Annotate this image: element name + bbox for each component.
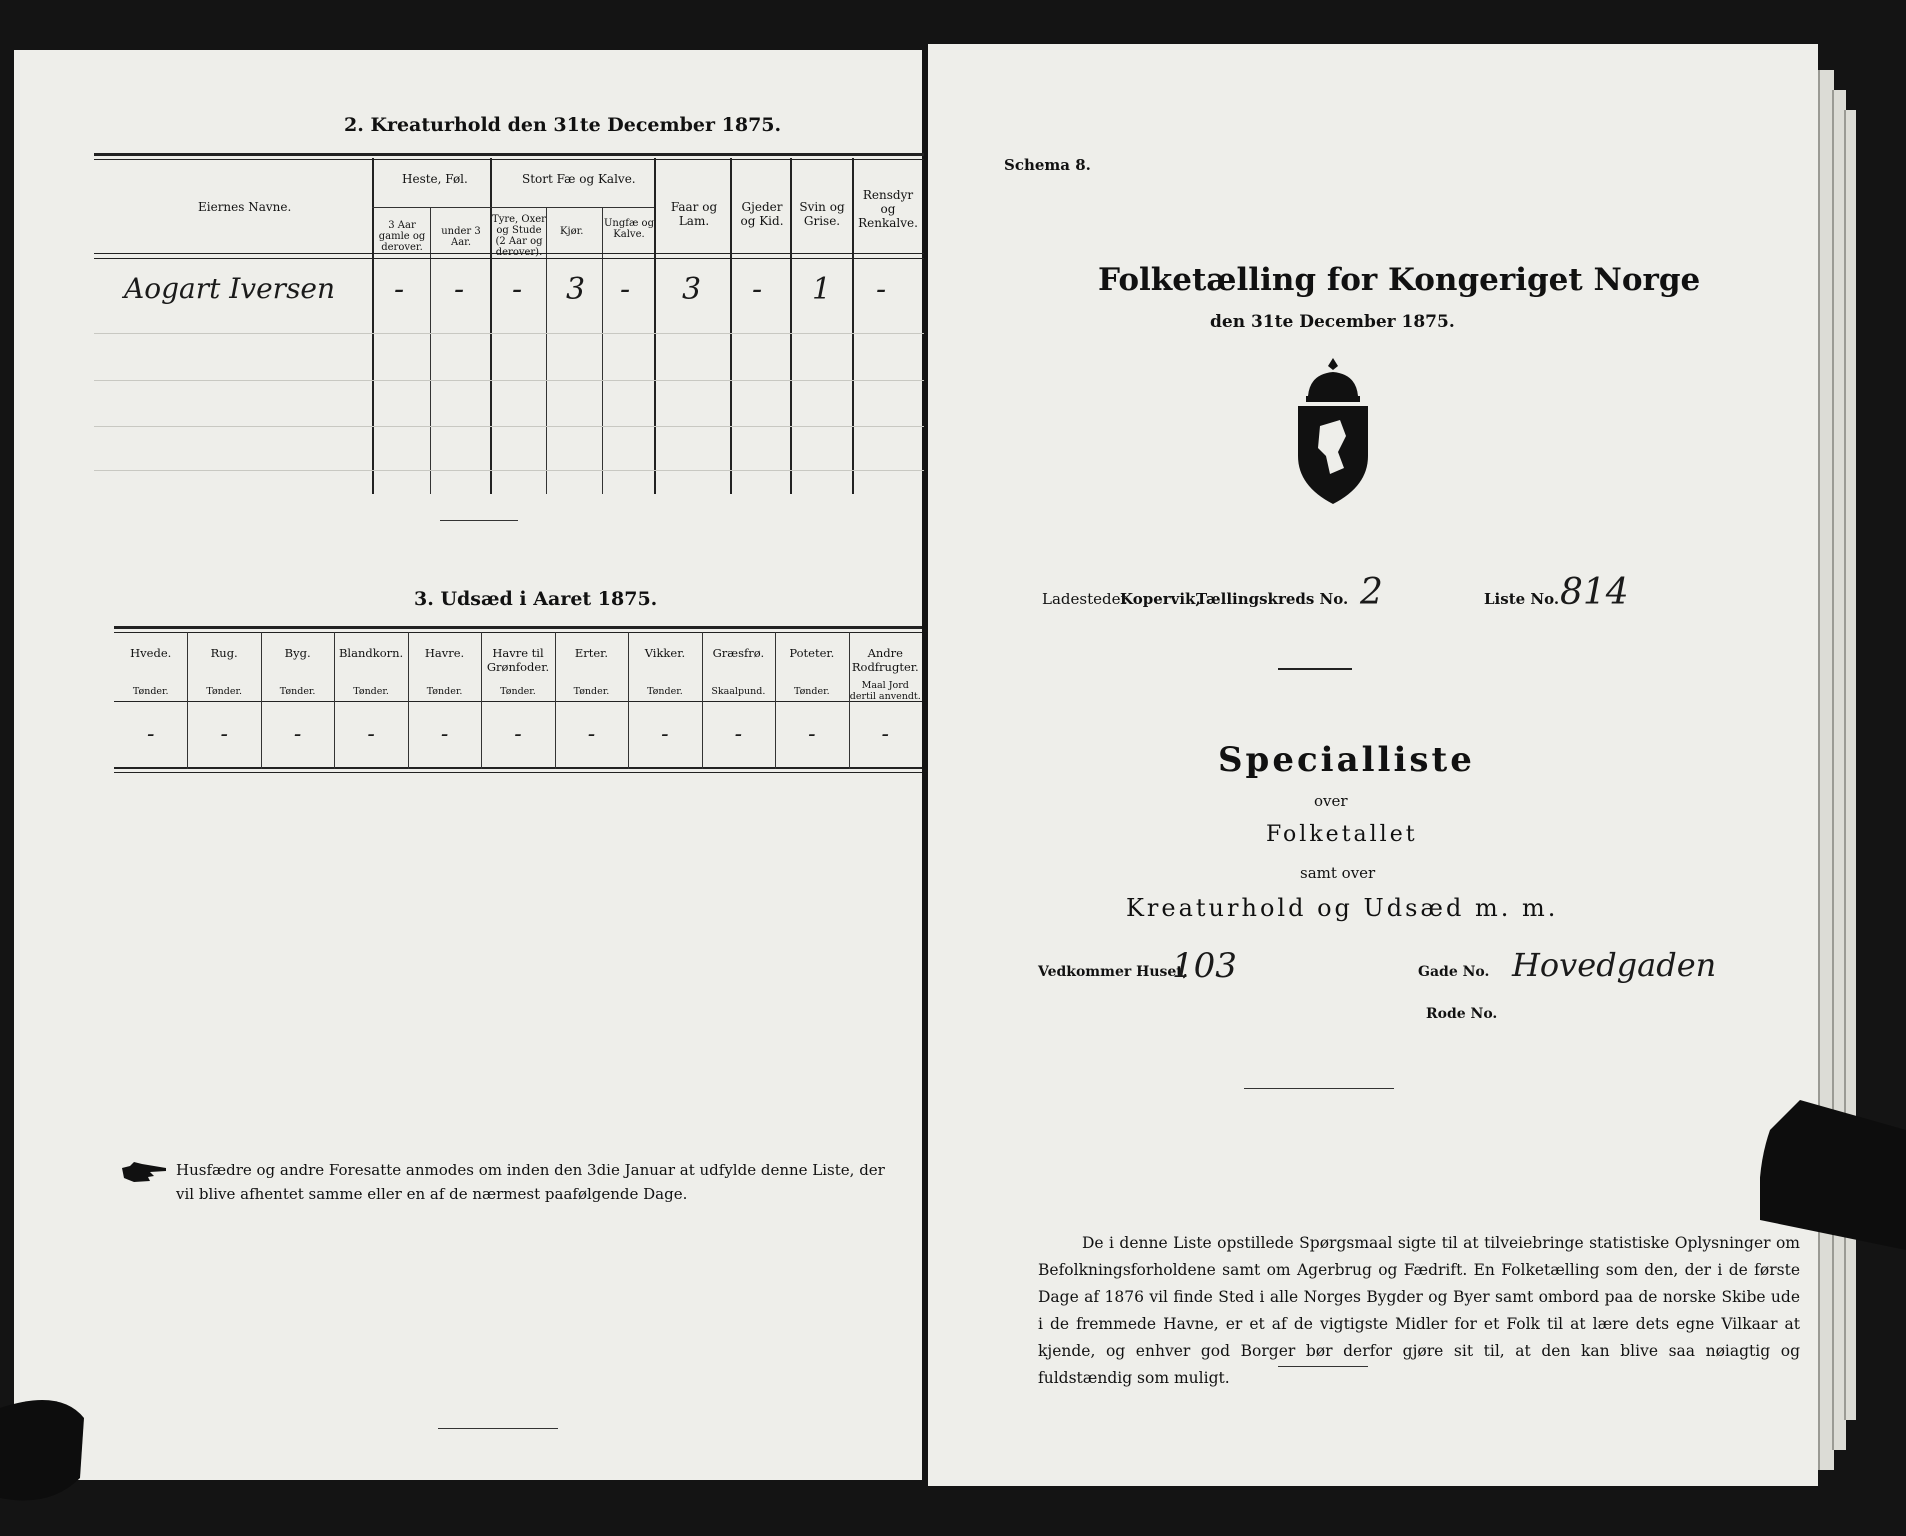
left-page bbox=[14, 50, 922, 1480]
document-title: Folketælling for Kongeriget Norge bbox=[1098, 262, 1701, 298]
table3-bottom-rule-thin bbox=[114, 772, 922, 773]
table3-header: Blandkorn. bbox=[338, 646, 404, 660]
table3-header: Havre til Grønfoder. bbox=[486, 646, 550, 674]
table2-col-divider bbox=[372, 158, 374, 494]
table3-cell: - bbox=[514, 722, 522, 747]
header-storfae-b: Kjør. bbox=[560, 226, 584, 237]
table3-header: Byg. bbox=[284, 646, 311, 660]
table2-sub-divider bbox=[430, 208, 431, 494]
table3-unit: Tønder. bbox=[793, 686, 830, 697]
huset-value: 103 bbox=[1172, 946, 1237, 986]
header-faar: Faar og Lam. bbox=[670, 200, 718, 228]
owner-name: Aogart Iversen bbox=[124, 272, 336, 305]
header-heste: Heste, Føl. bbox=[402, 172, 468, 186]
table3-top-rule-thin bbox=[114, 632, 922, 633]
table3-unit: Tønder. bbox=[206, 686, 243, 697]
gade-value: Hovedgaden bbox=[1512, 946, 1717, 984]
krets-value: 2 bbox=[1360, 572, 1383, 613]
table3-cell: - bbox=[440, 722, 449, 747]
table3-cell: - bbox=[661, 722, 669, 747]
table3-header: Hvede. bbox=[130, 646, 172, 660]
table2-row-line bbox=[94, 426, 924, 427]
table3-unit: Tønder. bbox=[279, 686, 316, 697]
section-3-title: 3. Udsæd i Aaret 1875. bbox=[414, 588, 658, 610]
table3-unit: Tønder. bbox=[500, 686, 536, 697]
table3-unit: Tønder. bbox=[573, 686, 610, 697]
cell-faar: 3 bbox=[682, 272, 702, 307]
table3-cell: - bbox=[734, 722, 743, 747]
table2-top-rule-thin bbox=[94, 159, 924, 160]
table3-cell: - bbox=[220, 722, 228, 747]
huset-label: Vedkommer Huset, bbox=[1038, 964, 1188, 980]
table3-header: Poteter. bbox=[789, 646, 835, 660]
samt-over-text: samt over bbox=[1300, 864, 1376, 882]
kreaturhold-text: Kreaturhold og Udsæd m. m. bbox=[1126, 894, 1559, 922]
place-value: Kopervik, bbox=[1120, 590, 1201, 608]
table3-cell: - bbox=[367, 722, 375, 747]
table3-header: Erter. bbox=[574, 646, 609, 660]
table3-cell: - bbox=[587, 722, 596, 747]
table3-cell: - bbox=[808, 722, 816, 747]
table2-header-rule bbox=[94, 258, 924, 259]
explanatory-paragraph: De i denne Liste opstillede Spørgsmaal sigte til at tilveiebringe statistiske Oplysninger om Befolkningsforholdene samt om Agerbrug og Fædrift. En Folketælling som den, der i de første Dage af 1876 vil finde Sted i alle Norges Bygder og Byer samt ombord paa de norske Skibe ude i de fremmede Havne, er et af de vigtigste Midler for et Folk til at lære dets egne Vilkaar at kjende, og enhver god Borger bør derfor gjøre sit til, at den kan blive saa nøiagtig og fuldstændig som muligt. bbox=[1038, 1234, 1800, 1387]
right-page bbox=[928, 44, 1818, 1486]
table2-col-divider bbox=[654, 158, 656, 494]
table2-col-divider bbox=[490, 158, 492, 494]
separator bbox=[1278, 668, 1352, 670]
table3-header-rule bbox=[114, 701, 922, 702]
over-text: over bbox=[1314, 792, 1348, 810]
table3-header: Vikker. bbox=[644, 646, 686, 660]
table2-row-line bbox=[94, 380, 924, 381]
header-owner: Eiernes Navne. bbox=[198, 200, 292, 214]
separator bbox=[440, 520, 518, 521]
table2-col-divider bbox=[790, 158, 792, 494]
table2-row-line bbox=[94, 470, 924, 471]
header-heste-a: 3 Aar gamle og derover. bbox=[378, 220, 426, 253]
cell-storfae-a: - bbox=[512, 272, 523, 307]
header-svin: Svin og Grise. bbox=[799, 200, 845, 228]
schema-label: Schema 8. bbox=[1004, 156, 1091, 174]
table2-sub-divider bbox=[602, 208, 603, 494]
gade-label: Gade No. bbox=[1418, 964, 1490, 980]
header-gjeder: Gjeder og Kid. bbox=[740, 200, 784, 228]
table3-cell: - bbox=[147, 722, 155, 747]
liste-value: 814 bbox=[1560, 572, 1629, 613]
header-heste-b: under 3 Aar. bbox=[441, 226, 481, 248]
table2-col-divider bbox=[730, 158, 732, 494]
separator bbox=[438, 1428, 558, 1429]
table2-sub-divider bbox=[546, 208, 547, 494]
binder-clip bbox=[0, 1388, 84, 1508]
cell-rensdyr: - bbox=[876, 272, 887, 307]
krets-label: Tællingskreds No. bbox=[1196, 590, 1349, 608]
table3-unit: Tønder. bbox=[132, 686, 169, 697]
section-2-title: 2. Kreaturhold den 31te December 1875. bbox=[344, 114, 782, 136]
table3-bottom-rule bbox=[114, 767, 922, 769]
place-label: Ladestedet bbox=[1042, 590, 1127, 608]
table2-top-rule bbox=[94, 153, 924, 156]
table3-header: Andre Rodfrugter. bbox=[851, 646, 919, 674]
header-rensdyr: Rensdyr og Renkalve. bbox=[858, 188, 918, 230]
cell-heste-b: - bbox=[454, 272, 465, 307]
rode-label: Rode No. bbox=[1426, 1006, 1498, 1022]
separator bbox=[1278, 1366, 1368, 1367]
header-storfae-a: Tyre, Oxer og Stude (2 Aar og derover). bbox=[492, 214, 546, 258]
hand-pointer-icon bbox=[120, 1162, 170, 1182]
table3-unit: Tønder. bbox=[353, 686, 389, 697]
cell-storfae-c: - bbox=[620, 272, 631, 307]
cell-storfae-b: 3 bbox=[566, 272, 586, 307]
table3-cell: - bbox=[881, 722, 889, 747]
header-storfae-c: Ungfæ og Kalve. bbox=[604, 218, 654, 240]
table2-row-line bbox=[94, 333, 924, 334]
table3-unit: Maal Jord dertil anvendt. bbox=[849, 680, 921, 702]
table3-cell: - bbox=[293, 722, 302, 747]
header-storfae: Stort Fæ og Kalve. bbox=[522, 172, 636, 186]
separator bbox=[1244, 1088, 1394, 1089]
table3-header: Rug. bbox=[210, 646, 238, 660]
table3-header: Havre. bbox=[424, 646, 465, 660]
table3-top-rule bbox=[114, 626, 922, 629]
document-date: den 31te December 1875. bbox=[1210, 312, 1455, 332]
specialliste-heading: Specialliste bbox=[1218, 740, 1475, 780]
table3-unit: Tønder. bbox=[426, 686, 463, 697]
coat-of-arms-icon bbox=[1290, 356, 1376, 506]
table3-unit: Tønder. bbox=[647, 686, 683, 697]
folketallet-text: Folketallet bbox=[1266, 822, 1418, 847]
notice-text: Husfædre og andre Foresatte anmodes om inden den 3die Januar at udfylde denne Liste, der vil blive afhentet samme eller en af de nærmest paafølgende Dage. bbox=[176, 1161, 885, 1203]
cell-heste-a: - bbox=[394, 272, 405, 307]
cell-gjeder: - bbox=[752, 272, 763, 307]
liste-label: Liste No. bbox=[1484, 590, 1560, 608]
table3-unit: Skaalpund. bbox=[711, 686, 766, 697]
binder-clip bbox=[1760, 1100, 1906, 1250]
table3-header: Græsfrø. bbox=[712, 646, 765, 660]
cell-svin: 1 bbox=[812, 272, 832, 307]
table2-sub-rule bbox=[372, 207, 654, 208]
